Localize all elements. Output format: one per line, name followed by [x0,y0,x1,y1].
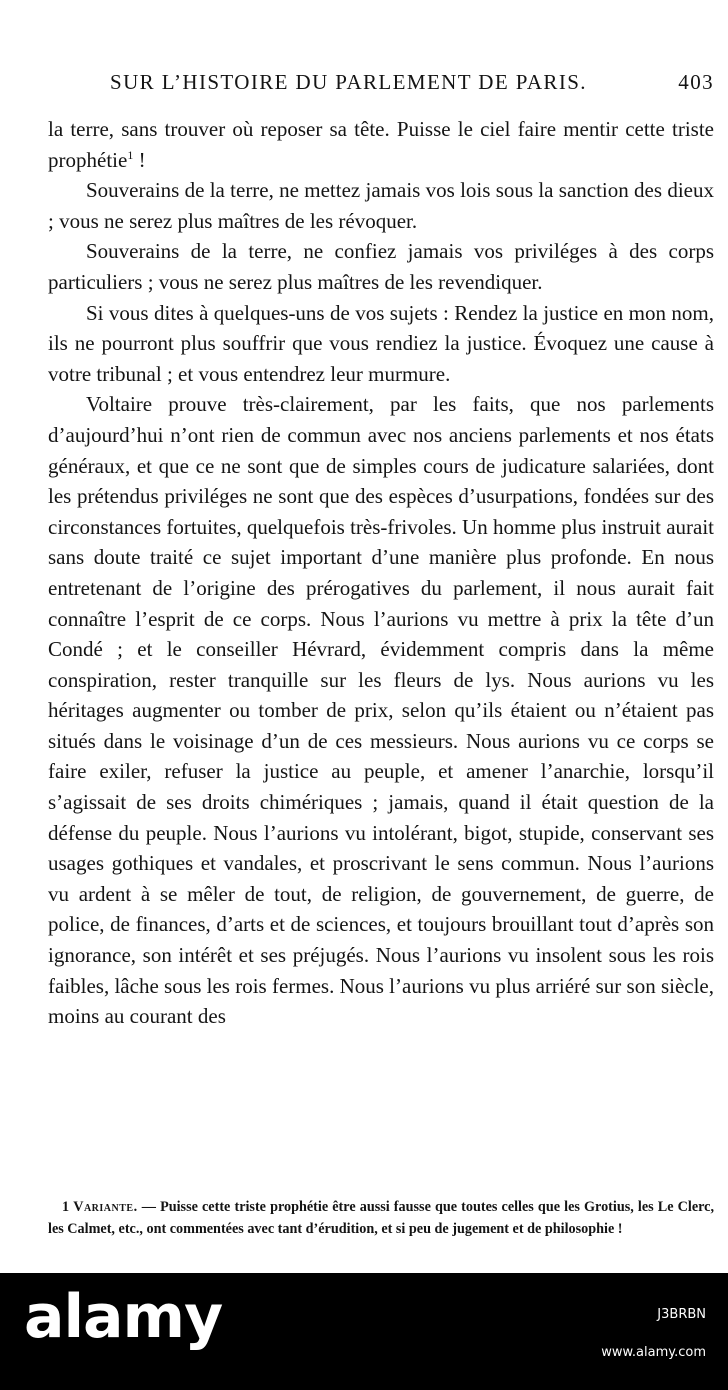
footnote-number: 1 [62,1199,70,1215]
watermark-image-id: J3BRBN [657,1307,706,1322]
paragraph-1 [48,114,714,175]
footnote [48,1196,714,1240]
footnote-dash: — [137,1199,161,1215]
page-number: 403 [678,70,714,94]
paragraph-4: Si vous dites à quelques-uns de vos sujets : Rendez la justice en mon nom, ils ne pourront plus souffrir que vous rendiez la justice. Évoquez une cause à votre tribunal ; et vous entendrez leur murmure. [48,300,714,386]
footnote-text: Puisse cette triste prophétie être aussi fausse que toutes celles que les Grotius, les Le Clerc, les Calmet, etc., ont commentées avec tant d’érudition, et si peu de jugement et de philosophie ! [48,1199,715,1237]
watermark-url: www.alamy.com [601,1345,706,1360]
running-head [50,70,714,100]
paragraph-3: Souverains de la terre, ne confiez jamais vos priviléges à des corps particuliers ; vous ne serez plus maîtres de les revendiquer. [48,239,714,294]
footnote-label: Variante. [73,1199,138,1215]
running-head-title: SUR L’HISTOIRE DU PARLEMENT DE PARIS. [110,70,587,94]
watermark-logo: alamy [24,1282,223,1352]
paragraph-5: Voltaire prouve très-clairement, par les faits, que nos parlements d’aujourd’hui n’ont rien de commun avec nos anciens parlements et nos états généraux, et que ce ne sont que de simples cours de judicature salariées, dont les prétendus priviléges ne sont que des espèces d’usurpations, fondées sur des circonstances fortuites, quelquefois très-frivoles. Un homme plus instruit aurait sans doute traité ce sujet important d’une manière plus profonde. En nous entretenant de l’origine des prérogatives du parlement, il nous aurait fait connaître l’esprit de ce corps. Nous l’aurions vu mettre à prix la tête d’un Condé ; et le conseiller Hévrard, évidemment compris dans la même conspiration, rester tranquille sur les fleurs de lys. Nous aurions vu les héritages augmenter ou tomber de prix, selon qu’ils étaient ou n’étaient pas situés dans le voisinage d’un de ces messieurs. Nous aurions vu ce corps se faire exiler, refuser la justice au peuple, et amener l’anarchie, lorsqu’il s’agissait de ses droits chimériques ; jamais, quand il était question de la défense du peuple. Nous l’aurions vu intolérant, bigot, stupide, conservant ses usages gothiques et vandales, et proscrivant le sens commun. Nous l’aurions vu ardent à se mêler de tout, de religion, de gouvernement, de guerre, de police, de finances, d’arts et de sciences, et toujours brouillant tout d’après son ignorance, son intérêt et ses préjugés. Nous l’aurions vu insolent sous les rois faibles, lâche sous les rois fermes. Nous l’aurions vu plus arriéré sur son siècle, moins au courant des [48,392,715,1029]
paragraph-2: Souverains de la terre, ne mettez jamais vos lois sous la sanction des dieux ; vous ne serez plus maîtres de les révoquer. [48,178,714,233]
paragraph-1-text: la terre, sans trouver où reposer sa tête. Puisse le ciel faire mentir cette triste prophétie [48,117,714,172]
paragraph-1-end: ! [133,147,146,172]
footnote-ref: 1 [127,147,134,162]
body-text [48,114,714,1032]
watermark-bar [0,1273,728,1390]
